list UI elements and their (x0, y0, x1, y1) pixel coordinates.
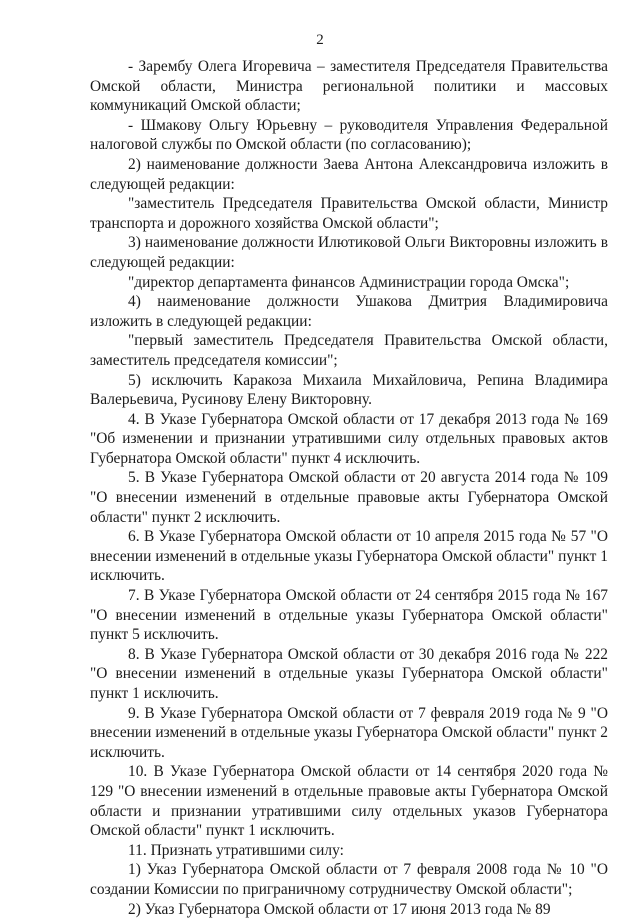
paragraph-point-7: 7. В Указе Губернатора Омской области от 24 сентября 2015 года № 167 "О внесении изменений в отдельные указы Губернатора Омской области" пункт 5 исключить. (90, 587, 608, 644)
paragraph-item-4: 4) наименование должности Ушакова Дмитрия Владимировича изложить в следующей редакции: (90, 293, 608, 330)
paragraph-item-2-text: "заместитель Председателя Правительства Омской области, Министр транспорта и дорожного хозяйства Омской области"; (90, 195, 608, 232)
paragraph-point-10: 10. В Указе Губернатора Омской области от 14 сентября 2020 года № 129 "О внесении изменений в отдельные правовые акты Губернатора Омской области и признании утратившими силу отдельных указов Губернатора Омской области" пункт 1 исключить. (90, 763, 608, 840)
paragraph-point-4: 4. В Указе Губернатора Омской области от 17 декабря 2013 года № 169 "Об изменении и признании утратившими силу отдельных правовых актов Губернатора Омской области" пункт 4 исключить. (90, 410, 608, 467)
document-body (90, 57, 608, 919)
paragraph-item-3: 3) наименование должности Илютиковой Ольги Викторовны изложить в следующей редакции: (90, 234, 608, 271)
paragraph-item-4-text: "первый заместитель Председателя Правительства Омской области, заместитель председателя комиссии"; (90, 332, 608, 369)
paragraph-point-9: 9. В Указе Губернатора Омской области от 7 февраля 2019 года № 9 "О внесении изменений в отдельные указы Губернатора Омской области" пункт 2 исключить. (90, 704, 608, 761)
paragraph-point-11-item-2: 2) Указ Губернатора Омской области от 17 июня 2013 года № 89 (128, 900, 551, 918)
paragraph-point-6: 6. В Указе Губернатора Омской области от 10 апреля 2015 года № 57 "О внесении изменений в отдельные указы Губернатора Омской области" пункт 1 исключить. (90, 528, 608, 585)
paragraph-item-5: 5) исключить Каракоза Михаила Михайловича, Репина Владимира Валерьевича, Русинову Елену Викторовну. (90, 371, 608, 409)
paragraph-item-2: 2) наименование должности Заева Антона Александровича изложить в следующей редакции: (90, 155, 608, 193)
page-number: 2 (316, 32, 324, 48)
paragraph-point-11: 11. Признать утратившими силу: (128, 841, 344, 859)
paragraph-point-8: 8. В Указе Губернатора Омской области от 30 декабря 2016 года № 222 "О внесении изменений в отдельные указы Губернатора Омской области" пункт 1 исключить. (90, 645, 608, 702)
paragraph-zaremba: - Зарембу Олега Игоревича – заместителя Председателя Правительства Омской области, Министра региональной политики и массовых коммуникаций Омской области; (90, 58, 608, 115)
paragraph-point-5: 5. В Указе Губернатора Омской области от 20 августа 2014 года № 109 "О внесении изменений в отдельные правовые акты Губернатора Омской области" пункт 2 исключить. (90, 469, 608, 526)
paragraph-shmakova: - Шмакову Ольгу Юрьевну – руководителя Управления Федеральной налоговой службы по Омской области (по согласованию); (90, 116, 608, 154)
paragraph-point-11-item-1: 1) Указ Губернатора Омской области от 7 февраля 2008 года № 10 "О создании Комиссии по приграничному сотрудничеству Омской области"; (90, 861, 608, 898)
paragraph-item-3-text: "директор департамента финансов Администрации города Омска"; (128, 273, 570, 291)
